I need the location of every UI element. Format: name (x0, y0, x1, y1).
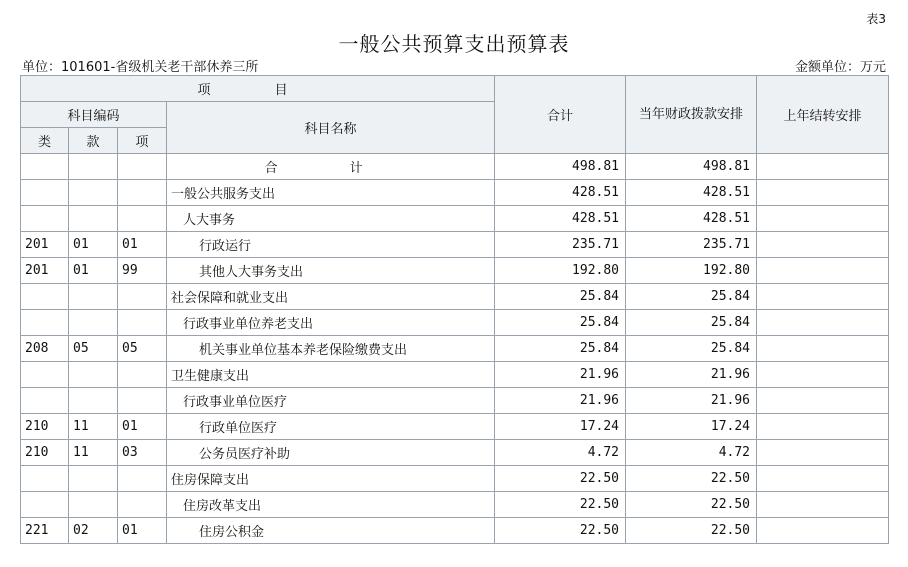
table-row (21, 388, 889, 414)
cell-lei: 210 (21, 414, 69, 440)
cell-subject-name: 住房保障支出 (167, 466, 495, 492)
header-current-year: 当年财政拨款安排 (626, 76, 757, 154)
cell-xiang: 01 (118, 232, 167, 258)
cell-xiang (118, 362, 167, 388)
cell-xiang (118, 466, 167, 492)
cell-carryover (757, 440, 889, 466)
total-row (21, 154, 889, 180)
cell-lei (21, 310, 69, 336)
cell-carryover (757, 206, 889, 232)
cell-total: 192.80 (495, 258, 626, 284)
cell-total: 17.24 (495, 414, 626, 440)
table-body (21, 154, 889, 544)
cell-carryover (757, 284, 889, 310)
cell-xiang (118, 388, 167, 414)
cell-subject-name: 行政事业单位养老支出 (167, 310, 495, 336)
cell-subject-name: 公务员医疗补助 (167, 440, 495, 466)
total-current: 498.81 (626, 154, 757, 180)
cell-subject-name: 行政事业单位医疗 (167, 388, 495, 414)
cell-carryover (757, 466, 889, 492)
cell-subject-name: 其他人大事务支出 (167, 258, 495, 284)
cell-subject-name: 社会保障和就业支出 (167, 284, 495, 310)
header-lei: 类 (21, 128, 69, 154)
page-title: 一般公共预算支出预算表 (338, 32, 570, 56)
cell-xiang (118, 284, 167, 310)
cell-subject-name: 住房改革支出 (167, 492, 495, 518)
cell-subject-name: 行政单位医疗 (167, 414, 495, 440)
total-kuan (69, 154, 118, 180)
header-carryover: 上年结转安排 (757, 76, 889, 154)
cell-total: 22.50 (495, 518, 626, 544)
table-row (21, 466, 889, 492)
cell-total: 22.50 (495, 466, 626, 492)
amount-unit: 金额单位：万元 (794, 60, 886, 75)
header-subject-name: 科目名称 (167, 102, 495, 154)
cell-lei: 208 (21, 336, 69, 362)
cell-subject-name: 行政运行 (167, 232, 495, 258)
cell-total: 235.71 (495, 232, 626, 258)
cell-kuan (69, 284, 118, 310)
cell-xiang (118, 492, 167, 518)
table-row (21, 362, 889, 388)
cell-kuan (69, 466, 118, 492)
total-lei (21, 154, 69, 180)
cell-carryover (757, 310, 889, 336)
cell-xiang: 03 (118, 440, 167, 466)
cell-kuan (69, 206, 118, 232)
cell-total: 4.72 (495, 440, 626, 466)
table-row (21, 206, 889, 232)
cell-kuan (69, 388, 118, 414)
cell-total: 25.84 (495, 284, 626, 310)
cell-subject-name: 人大事务 (167, 206, 495, 232)
cell-kuan: 01 (69, 232, 118, 258)
total-xiang (118, 154, 167, 180)
table-row (21, 232, 889, 258)
cell-total: 428.51 (495, 206, 626, 232)
cell-lei (21, 206, 69, 232)
cell-lei (21, 466, 69, 492)
cell-current: 21.96 (626, 362, 757, 388)
budget-table (20, 75, 889, 544)
cell-total: 21.96 (495, 388, 626, 414)
cell-kuan: 11 (69, 414, 118, 440)
total-carryover (757, 154, 889, 180)
organization-unit: 单位：101601-省级机关老干部休养三所 (22, 60, 259, 75)
cell-xiang: 05 (118, 336, 167, 362)
cell-total: 21.96 (495, 362, 626, 388)
cell-lei: 210 (21, 440, 69, 466)
cell-subject-name: 机关事业单位基本养老保险缴费支出 (167, 336, 495, 362)
cell-current: 21.96 (626, 388, 757, 414)
cell-total: 25.84 (495, 336, 626, 362)
cell-lei (21, 492, 69, 518)
cell-kuan: 05 (69, 336, 118, 362)
cell-xiang (118, 310, 167, 336)
cell-current: 25.84 (626, 310, 757, 336)
table-number: 表3 (866, 12, 886, 26)
table-row (21, 492, 889, 518)
cell-lei: 201 (21, 258, 69, 284)
cell-current: 428.51 (626, 180, 757, 206)
total-amount: 498.81 (495, 154, 626, 180)
cell-current: 17.24 (626, 414, 757, 440)
cell-carryover (757, 180, 889, 206)
header-total: 合计 (495, 76, 626, 154)
cell-lei: 201 (21, 232, 69, 258)
cell-current: 192.80 (626, 258, 757, 284)
cell-carryover (757, 492, 889, 518)
header-item: 项 目 (21, 76, 495, 102)
table-row (21, 440, 889, 466)
cell-carryover (757, 336, 889, 362)
table-row (21, 518, 889, 544)
header-kuan: 款 (69, 128, 118, 154)
cell-carryover (757, 258, 889, 284)
cell-current: 25.84 (626, 284, 757, 310)
cell-lei (21, 284, 69, 310)
table-row (21, 180, 889, 206)
cell-carryover (757, 362, 889, 388)
cell-current: 22.50 (626, 492, 757, 518)
cell-lei (21, 180, 69, 206)
cell-lei: 221 (21, 518, 69, 544)
cell-carryover (757, 414, 889, 440)
cell-lei (21, 362, 69, 388)
cell-current: 25.84 (626, 336, 757, 362)
table-row (21, 310, 889, 336)
cell-xiang (118, 180, 167, 206)
table-row (21, 414, 889, 440)
cell-kuan: 01 (69, 258, 118, 284)
cell-carryover (757, 388, 889, 414)
cell-kuan: 11 (69, 440, 118, 466)
cell-current: 4.72 (626, 440, 757, 466)
header-xiang: 项 (118, 128, 167, 154)
cell-current: 428.51 (626, 206, 757, 232)
cell-total: 25.84 (495, 310, 626, 336)
cell-carryover (757, 232, 889, 258)
cell-kuan (69, 362, 118, 388)
cell-subject-name: 卫生健康支出 (167, 362, 495, 388)
cell-kuan (69, 310, 118, 336)
cell-kuan (69, 492, 118, 518)
total-label: 合 计 (167, 154, 495, 180)
cell-current: 22.50 (626, 466, 757, 492)
table-row (21, 284, 889, 310)
cell-lei (21, 388, 69, 414)
table-row (21, 258, 889, 284)
cell-xiang: 01 (118, 518, 167, 544)
cell-total: 22.50 (495, 492, 626, 518)
cell-carryover (757, 518, 889, 544)
cell-xiang: 01 (118, 414, 167, 440)
header-subject-code: 科目编码 (21, 102, 167, 128)
cell-subject-name: 一般公共服务支出 (167, 180, 495, 206)
table-row (21, 336, 889, 362)
cell-subject-name: 住房公积金 (167, 518, 495, 544)
cell-xiang: 99 (118, 258, 167, 284)
cell-current: 235.71 (626, 232, 757, 258)
cell-total: 428.51 (495, 180, 626, 206)
cell-xiang (118, 206, 167, 232)
cell-kuan (69, 180, 118, 206)
table-header (21, 76, 889, 154)
cell-kuan: 02 (69, 518, 118, 544)
cell-current: 22.50 (626, 518, 757, 544)
